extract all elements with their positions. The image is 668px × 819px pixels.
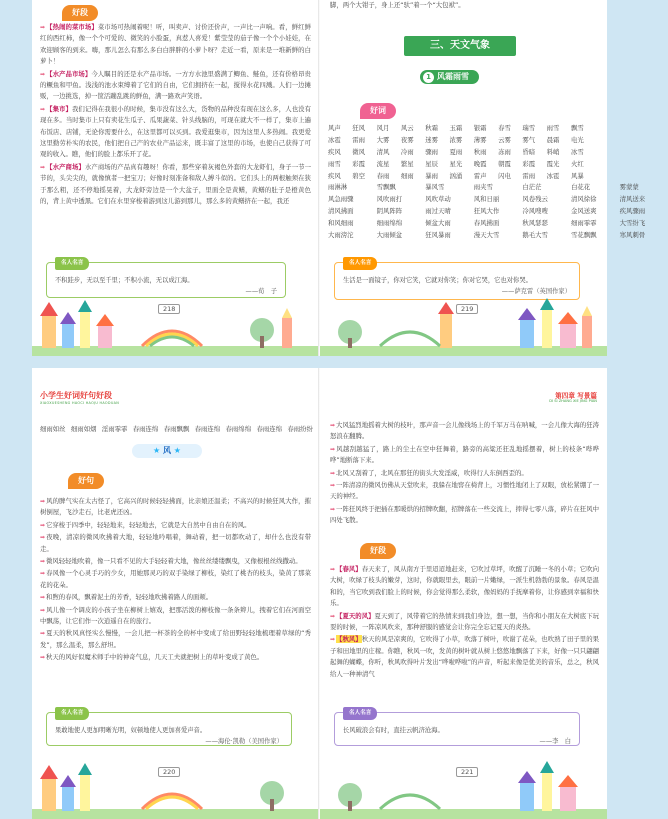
word-item: 风和日丽: [473, 195, 500, 204]
sentence: ➡夏天的秋风真怪实么慢慢，一会儿把一杯茶的全的杯中变成了给田野轻轻地梳理着草绿的“秀发”，那么温柔，那么舒坦。: [40, 629, 311, 649]
sentence-list: [40, 496, 311, 665]
word-item: 银霜: [473, 124, 487, 133]
word-item: 冷雨: [400, 147, 414, 156]
word-item: 和风细雨: [328, 218, 354, 227]
chapter-badge-subtitle: DI SI ZHANG XIE JING PIAN: [549, 399, 597, 403]
word-item: 细雨: [400, 171, 414, 180]
word-item: 彩霞: [352, 159, 366, 168]
paragraph-list: [40, 22, 311, 209]
section-label-haoju: 好句: [68, 468, 104, 489]
word-item: 漫天大雪: [473, 230, 500, 239]
word-item: 春雨连绵: [194, 425, 221, 433]
word-item: 清风: [376, 147, 390, 156]
word-item: 风卷残云: [522, 195, 548, 204]
word-item: 雾蒙蒙: [619, 183, 639, 192]
arrow-icon: ➡: [40, 105, 46, 113]
word-item: 冰雹: [546, 171, 560, 180]
word-row: [328, 122, 668, 134]
word-item: 大雾: [376, 136, 390, 145]
page-number: 218: [158, 304, 180, 314]
word-item: 雪飘飘: [376, 183, 396, 192]
word-item: 阴风阵阵: [376, 206, 403, 215]
arrow-icon: ➡: [330, 482, 336, 490]
word-item: 冷风嗖嗖: [522, 206, 548, 215]
word-item: 火红: [570, 159, 584, 168]
word-item: 细雨如丝: [40, 425, 66, 433]
word-item: 暴风雪: [425, 183, 445, 192]
word-item: 风急雨骤: [328, 195, 354, 204]
arrow-icon: ➡: [40, 521, 46, 529]
word-item: 云雾: [498, 136, 511, 145]
word-row: [328, 216, 668, 228]
word-item: 倾盆大雨: [425, 218, 451, 227]
word-item: 雾气: [522, 136, 536, 145]
sentence-list: [330, 420, 599, 528]
word-row: [328, 169, 668, 181]
word-item: 狂风: [352, 124, 366, 133]
arrow-icon: ➡: [40, 558, 46, 566]
word-item: 骤雨: [425, 147, 438, 156]
word-item: 雨夹雪: [473, 183, 493, 192]
word-item: 暴雨: [425, 171, 438, 180]
word-item: 春雨飘飘: [163, 425, 190, 433]
star-icon: ★: [173, 446, 181, 455]
word-item: 白花花: [570, 183, 591, 192]
book-brand-logo: 小学生好词好句好段: [40, 391, 112, 400]
arrow-icon: ➡: [40, 570, 46, 578]
word-item: 春雨连绵: [132, 425, 159, 433]
word-row: [328, 181, 668, 193]
quote-text: 长风破浪会有时，直挂云帆济沧海。: [343, 727, 444, 734]
sentence: ➡大风猛烈地摇着大树的枝叶，那声音一会儿像线场上的千军万马在呐喊，一会儿像大海的狂涛怒浪在翻腾。: [330, 421, 599, 441]
word-item: 风声: [328, 124, 341, 133]
word-item: 繁星: [400, 159, 414, 168]
arrow-icon: ➡: [40, 594, 46, 602]
word-row: [328, 146, 668, 158]
word-row: [328, 193, 668, 205]
word-item: 春雨连绵: [256, 425, 283, 433]
paragraph: ➡【夏天的风】夏天到了，风带着它的热情来到我们身边，想一想，当你和小朋友在大树底下玩耍的时候，一阵凉风吹来，那种舒服的感觉会让你完全忘记夏天的炎热。: [330, 611, 600, 632]
sentence: ➡微风轻轻地吹着，像一只看不见的大手轻轻着大地，像丝丝缕缕飘曳，又像根根丝线撒动。: [40, 557, 302, 566]
section-label-haoduan: 好段: [360, 538, 396, 559]
word-item: 料峭: [546, 147, 560, 156]
word-item: 淫雨霏霏: [101, 425, 128, 433]
word-row: [328, 134, 668, 146]
top-spread: [0, 0, 646, 356]
word-item: 白茫茫: [522, 183, 542, 192]
page-220: [32, 368, 319, 819]
arrow-icon: ➡: [40, 163, 46, 171]
word-item: 冻雨: [498, 147, 511, 156]
paragraph: ➡【水产品市场】今人瞩目的还是水产品市场。一方方水池里盛满了鲫鱼、鲢鱼，还有价格昂贵的鳜鱼和甲鱼。浅浅的池水束缚着了它们的自由，它们拥挤在一起，搅得水花四溅。人们一边摊贩，一边挑选，掉一筐活蹦乱跳的鲜鱼，满一路欢声笑语。: [40, 69, 312, 101]
word-item: 星辰: [425, 159, 438, 168]
word-item: 秋风瑟瑟: [522, 218, 548, 227]
arrow-icon: ➡: [330, 636, 336, 644]
word-item: 清风送来: [619, 195, 646, 204]
word-item: 寒风刺骨: [619, 230, 646, 239]
sub-heading: 1 风霜雨雪: [420, 70, 479, 84]
paragraph-list: [330, 564, 599, 681]
word-item: 雨淋淋: [328, 183, 348, 192]
arrow-icon: ➡: [330, 566, 336, 573]
famous-quote-box: 名人名言 生活是一面镜子，你对它笑，它就对你笑；你对它哭，它也对你哭。 ——萨克雷（英国作家）: [334, 262, 580, 300]
word-row: [328, 228, 668, 240]
quote-author: ——荀 子: [245, 288, 277, 295]
quote-text: 果敢地使人更加明晰光明，奴顿地使人更加喜爱声音。: [55, 727, 207, 734]
star-icon: ★: [153, 446, 161, 455]
word-item: 疾风: [328, 171, 341, 180]
page-number: 221: [456, 767, 478, 777]
word-item: 晨霜: [546, 136, 560, 145]
arrow-icon: ➡: [40, 534, 46, 542]
paragraph: ➡【集市】我们记得在我很小的时候，集市没有这么大，货物的品种没有现在这么多，人也没有现在多。当时集市上只有卖花生瓜子、瓜果蔬菜、针头线脑的，可现在就大不一样了，集市上遍布饭店、店铺，无论你需要什么，在这里都可以买到。我爱逛集市，因为这里人多热闹。我更爱这里勤劳朴实的农民，他们把自己产的农业产品运来，既丰富了这里的市场，也使自己获得了可观的收入。瞧，他们的脸上都乐开了花。: [40, 104, 312, 159]
word-item: 微风: [352, 147, 366, 156]
word-item: 风月: [376, 124, 390, 133]
page-219: [320, 0, 646, 356]
word-item: 春雨绵绵: [225, 425, 252, 433]
word-item: 雪花飘飘: [570, 230, 597, 239]
sentence: ➡风儿像一个调皮的小孩子坐在柳树上嬉戏，把那活泼的柳枝像一条条辫儿，拽着它们在河面空中飘荡，让它们作一次逍遥自在的旅行。: [40, 605, 311, 626]
arrow-icon: ➡: [40, 498, 46, 505]
word-item: 风暴: [570, 171, 584, 180]
quote-author: ——海伦·凯勒（美国作家）: [205, 738, 283, 745]
word-item: 春雨纷纷: [287, 425, 313, 433]
famous-quote-box: 名人名言 不积跬步，无以至千里；不积小流，无以成江海。 ——荀 子: [46, 262, 286, 298]
paragraph: ➡【热闹的菜市场】菜市场可热闹着呢！听，叫卖声、讨价还价声，一声比一声响。看，鲜红鲜红的西红柿，像一个个可爱的、微笑的小脸蛋，真惹人喜爱！紫莹莹的茄子像一个个小娃娃，在欢迎顾客的到来。嗨，那儿怎么有那么多白白胖胖的小萝卜呀？走近一看，原来是一堆新鲜的白萝卜！: [40, 23, 312, 66]
word-item: 雨雪: [546, 124, 560, 133]
arrow-icon: ➡: [40, 654, 46, 662]
word-item: 流星: [376, 159, 390, 168]
word-item: 细雨如烟: [70, 425, 97, 433]
arrow-icon: ➡: [40, 24, 46, 31]
section-label-haoduan: 好段: [62, 0, 98, 21]
book-brand-subtitle: XIAOXUESHENG HAOCI HAOJU HAODUAN: [40, 401, 120, 405]
sentence: ➡它穿梭于四季中，轻轻地来，轻轻地去，它就是大自然中自由自在的风。: [40, 520, 251, 529]
word-item: 疾风骤雨: [619, 206, 646, 215]
word-item: 狂风暴雨: [425, 230, 451, 239]
word-item: 薄雾: [473, 136, 487, 145]
word-item: 瑞雪: [522, 124, 536, 133]
continued-line: 脚，两个大钳子，身上还“驮”着一个“大包袱”。: [330, 1, 465, 9]
chapter-badge: 第四章 写景篇: [555, 392, 597, 400]
quote-text: 不积跬步，无以至千里；不积小流，无以成江海。: [55, 277, 194, 284]
arrow-icon: ➡: [40, 70, 46, 78]
word-item: 秋雨: [473, 147, 487, 156]
word-item: 冰雹: [328, 136, 341, 145]
arrow-icon: ➡: [40, 630, 46, 638]
word-item: 风吹雨打: [376, 195, 403, 204]
word-item: 闪电: [498, 171, 511, 180]
arrow-icon: ➡: [330, 469, 336, 477]
word-item: 霞光: [546, 159, 560, 168]
arrow-icon: ➡: [40, 606, 46, 614]
quote-text: 生活是一面镜子，你对它笑，它就对你笑；你对它哭，它也对你哭。: [343, 277, 532, 284]
famous-quote-box: 名人名言 长风破浪会有时，直挂云帆济沧海。 ——李 白: [334, 712, 580, 746]
word-item: 迷雾: [425, 136, 438, 145]
word-item: 大雨滂沱: [328, 230, 354, 239]
sentence: ➡秋天的风好似魔术师手中的神奇气息，几天工夫就把树上的草叶变成了黄色。: [40, 653, 264, 662]
paragraph: ➡【秋风】秋天的风是凉爽的，它吹得了小草，吹落了树叶，吹谢了花朵，也吹熟了田子里的果子和田地里的庄稼。你瞧，秋风一吹，发黄的树叶就从树上悠悠地飘落了下来，好像一只只翩翩起舞的蝴蝶，你听，秋风吹得叶片发出“哗啦哗啦”的声音，听起来像是优美的音乐，总之，秋风给人一种神清气: [330, 635, 600, 678]
sentence: ➡春风像一个心灵手巧的少女，用她那灵巧的双手染绿了柳枝，染红了桃杏的枝头，染黄了那菜花的花朵。: [40, 569, 311, 589]
bottom-spread: [0, 368, 639, 819]
word-item: 冰雪: [570, 147, 584, 156]
word-row: [328, 157, 668, 169]
word-item: 飘雪: [570, 124, 584, 133]
sentence: ➡一阵狂风终于把插在那暖烘的招牌吹翻，招牌落在一些交流上，摔得七零八落，碎片在狂风中四处飞散。: [330, 504, 599, 525]
page-221: [320, 368, 607, 819]
word-item: 细雨绵绵: [376, 218, 403, 227]
word-grid: [328, 122, 668, 240]
word-item: 雷雨: [352, 136, 366, 145]
word-row: [328, 205, 668, 217]
page-number: 220: [158, 767, 180, 777]
word-item: 星光: [449, 159, 463, 168]
sentence: ➡风的脾气实在太古怪了，它高兴的时候轻轻拂面，比亲娘还温柔；不高兴的时候狂风大作，摧树倒屋，飞沙走石，比老虎还凶。: [40, 497, 311, 517]
paragraph: ➡【春风】春天来了，风从南方于里迢迢地赶来，它吹过草坪，吹醒了沉睡一冬的小草；它吹向大树，吹绿了枝头的嫩芽，这时，你就眼里去，眼前一片嫩绿，一派生机勃勃的景象。春风是温和的，当它吹到我们脸上的时候，你会觉得那么柔软，像妈妈的手抚摩着你，让你感到幸福和快乐。: [330, 565, 600, 608]
word-item: 春雪: [498, 124, 511, 133]
chapter-heading: 三、天文气象: [404, 36, 516, 56]
word-item: 电光: [570, 136, 584, 145]
word-item: 玉霜: [449, 124, 463, 133]
word-item: 碧空: [352, 171, 366, 180]
word-item: 雨过天晴: [425, 206, 451, 215]
topic-title: ★ 风 ★: [132, 444, 202, 458]
word-item: 秋霜: [425, 124, 438, 133]
word-item: 彩霞: [522, 159, 536, 168]
word-item: 晚霞: [473, 159, 487, 168]
word-item: 浓雾: [449, 136, 463, 145]
sentence: ➡风越刮越猛了，路上的尘土在空中狂舞着，路旁的高粱还狂乱地摇摆着，树上的枝条“哔哗哗”地断落下来。: [330, 444, 599, 465]
arrow-icon: ➡: [330, 612, 336, 620]
arrow-icon: ➡: [330, 445, 336, 453]
word-item: 春雨: [376, 171, 390, 180]
section-label-haoci: 好词: [360, 98, 396, 119]
word-item: 清风徐徐: [570, 195, 597, 204]
page-218: [32, 0, 319, 356]
arrow-icon: ➡: [330, 422, 336, 429]
word-item: 朝霞: [498, 159, 511, 168]
word-item: 雷声: [473, 171, 487, 180]
sentence: ➡北风又刮着了，北风在那狂的街头大发淫威，吹得行人东倒西歪的。: [330, 468, 528, 477]
word-item: 清风拂面: [328, 206, 354, 215]
word-item: 夜雾: [400, 136, 414, 145]
arrow-icon: ➡: [330, 505, 336, 513]
sentence: ➡和煦的春风，飘着泥土的芳香，轻轻地吹拂着路人的面颊。: [40, 593, 213, 602]
paragraph: ➡【水产商场】水产商场的产品真有趣呀！你看，那些穿着灰褐色外套的大龙虾们，身子一节一节的，头尖尖的，就像慎者一把宝刀；好像时刻准备和敌人搏斗似的。它们头上的两根触须在狭于那么粗，还不停地摇晃着，大龙虾旁边是一个大盆子，里面全是黄鳝，黄鳝的肚子是橙黄色的，背上黄中透黑。它们在水里穿梭着游到这儿游到那儿，那么多的黄鳝挤在一起，我还: [40, 162, 312, 206]
word-item: 夏雨: [449, 147, 463, 156]
word-item: 雷雨: [522, 171, 536, 180]
word-item: 金风送爽: [570, 206, 597, 215]
word-item: 昏暗: [522, 147, 536, 156]
word-item: 风吹草动: [425, 195, 451, 204]
word-item: 狂风大作: [473, 206, 500, 215]
word-item: 大雪纷飞: [619, 218, 646, 227]
page-number: 219: [456, 304, 478, 314]
word-row: [40, 424, 313, 435]
sentence: ➡一阵清凉的微风仿佛从天堂吹来，我躲在地窖在椅背上，习惯性地闭上了双眼，放松紧绷了一天的神经。: [330, 481, 599, 501]
sentence: ➡夜晚，清凉的微风吹拂着大地，轻轻地吟唱着，舞动着，把一切都吹动了，却什么也没有带走。: [40, 533, 311, 553]
word-item: 风云: [400, 124, 414, 133]
sub-heading-number: 1: [423, 72, 434, 83]
word-item: 雨雪: [328, 159, 341, 168]
word-item: 汹涌: [449, 171, 463, 180]
word-item: 鹅毛大雪: [522, 230, 548, 239]
famous-quote-box: 名人名言 果敢地使人更加明晰光明，奴顿地使人更加喜爱声音。 ——海伦·凯勒（美国作家）: [46, 712, 292, 746]
quote-author: ——萨克雷（英国作家）: [501, 288, 571, 295]
word-item: 疾风: [328, 147, 341, 156]
quote-author: ——李 白: [539, 738, 571, 745]
word-item: 春风拂面: [473, 218, 500, 227]
word-item: 细雨霏霏: [570, 218, 597, 227]
word-item: 大雨倾盆: [376, 230, 403, 239]
